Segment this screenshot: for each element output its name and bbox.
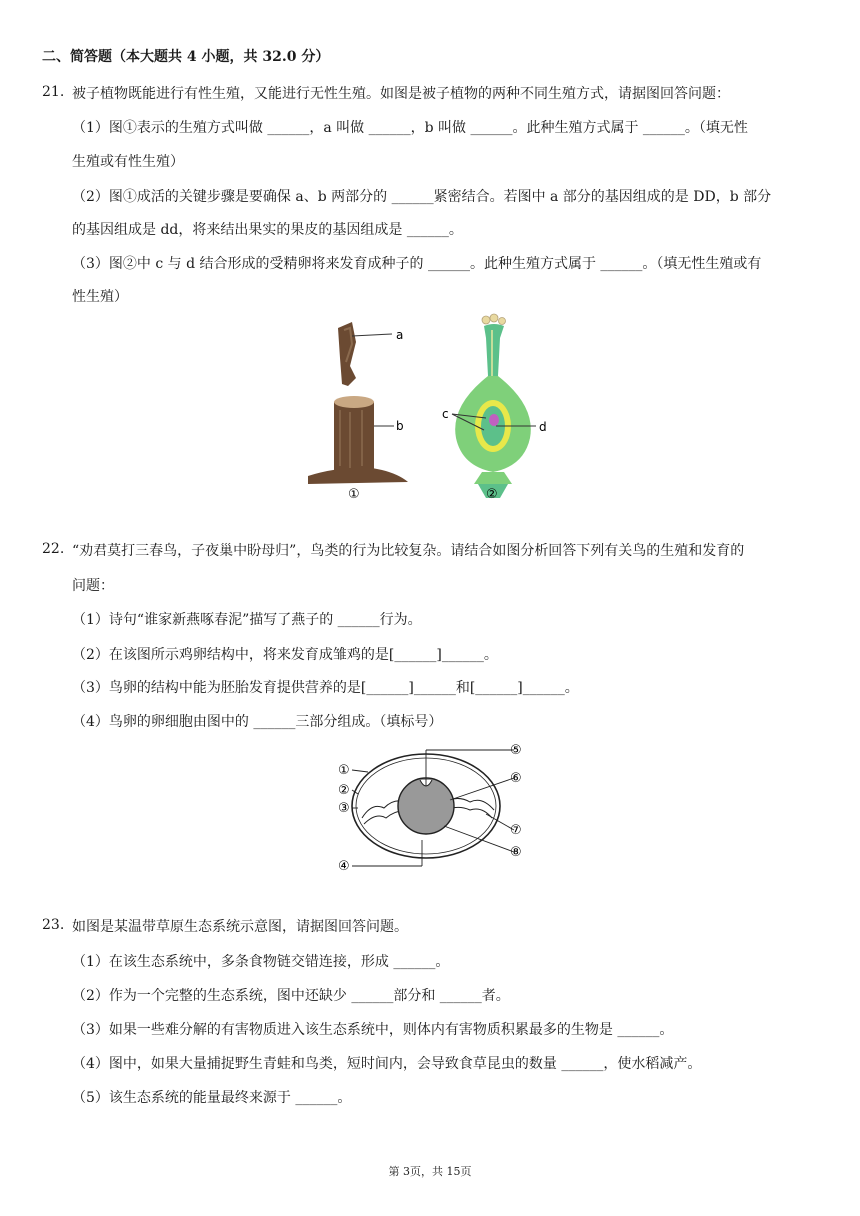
q23-part5: （5）该生态系统的能量最终来源于 ______。 [72,1090,352,1106]
stock-b [308,396,408,484]
egg-label-1: ① [338,763,350,778]
q22-part3: （3）鸟卵的结构中能为胚胎发育提供营养的是[______]______和[______]______。 [72,680,579,696]
label-c: c [442,407,449,421]
q21-part3-line1: （3）图②中 c 与 d 结合形成的受精卵将来发育成种子的 ______。此种生殖方式属于 ______。（填无性生殖或有 [72,256,762,272]
question-23-number: 23. [42,917,65,933]
figure-caption-2: ② [486,487,498,502]
q21-part2-line1: （2）图①成活的关键步骤是要确保 a、b 两部分的 ______紧密结合。若图中 a 部分的基因组成的是 DD，b 部分 [72,189,772,205]
label-a: a [396,328,404,342]
q21-part2-line2: 的基因组成是 dd，将来结出果实的果皮的基因组成是 ______。 [72,222,463,238]
q23-part1: （1）在该生态系统中，多条食物链交错连接，形成 ______。 [72,954,450,970]
question-23-stem: 如图是某温带草原生态系统示意图，请据图回答问题。 [72,919,408,935]
scion-a [338,322,356,386]
egg-label-4: ④ [338,859,350,874]
egg-label-3: ③ [338,801,350,816]
q21-part3-line2: 性生殖） [72,289,128,305]
q22-part4: （4）鸟卵的卵细胞由图中的 ______三部分组成。（填标号） [72,714,443,730]
q21-part1-line1: （1）图①表示的生殖方式叫做 ______，a 叫做 ______，b 叫做 ______。此种生殖方式属于 ______。（填无性 [72,120,748,136]
q22-part2: （2）在该图所示鸡卵结构中，将来发育成雏鸡的是[______]______。 [72,647,498,663]
question-22-stem-line2: 问题： [72,578,114,594]
label-d: d [539,420,547,434]
section-title: 二、简答题（本大题共 4 小题，共 32.0 分） [42,49,330,65]
label-b: b [396,419,404,433]
q23-part3: （3）如果一些难分解的有害物质进入该生态系统中，则体内有害物质积累最多的生物是 ______。 [72,1022,674,1038]
question-21-number: 21. [42,84,65,100]
egg-label-2: ② [338,783,350,798]
grafting-and-pollination-figure [300,306,580,506]
q22-part1: （1）诗句“谁家新燕啄春泥”描写了燕子的 ______行为。 [72,612,422,628]
pistil [455,314,531,498]
question-22-number: 22. [42,541,65,557]
egg-label-7: ⑦ [510,823,522,838]
question-21-stem: 被子植物既能进行有性生殖，又能进行无性生殖。如图是被子植物的两种不同生殖方式，请据图回答问题： [72,86,730,102]
question-22-stem-line1: “劝君莫打三春鸟，子夜巢中盼母归”，鸟类的行为比较复杂。请结合如图分析回答下列有关鸟的生殖和发育的 [72,543,745,559]
egg-label-5: ⑤ [510,743,522,758]
q23-part4: （4）图中，如果大量捕捉野生青蛙和鸟类，短时间内，会导致食草昆虫的数量 ______，使水稻减产。 [72,1056,702,1072]
q23-part2: （2）作为一个完整的生态系统，图中还缺少 ______部分和 ______者。 [72,988,510,1004]
q21-part1-line2: 生殖或有性生殖） [72,154,184,170]
page-footer: 第 3页，共 15页 [388,1165,472,1178]
egg-label-6: ⑥ [510,771,522,786]
egg-label-8: ⑧ [510,845,522,860]
figure-caption-1: ① [348,487,360,502]
bird-egg-figure [326,738,536,878]
